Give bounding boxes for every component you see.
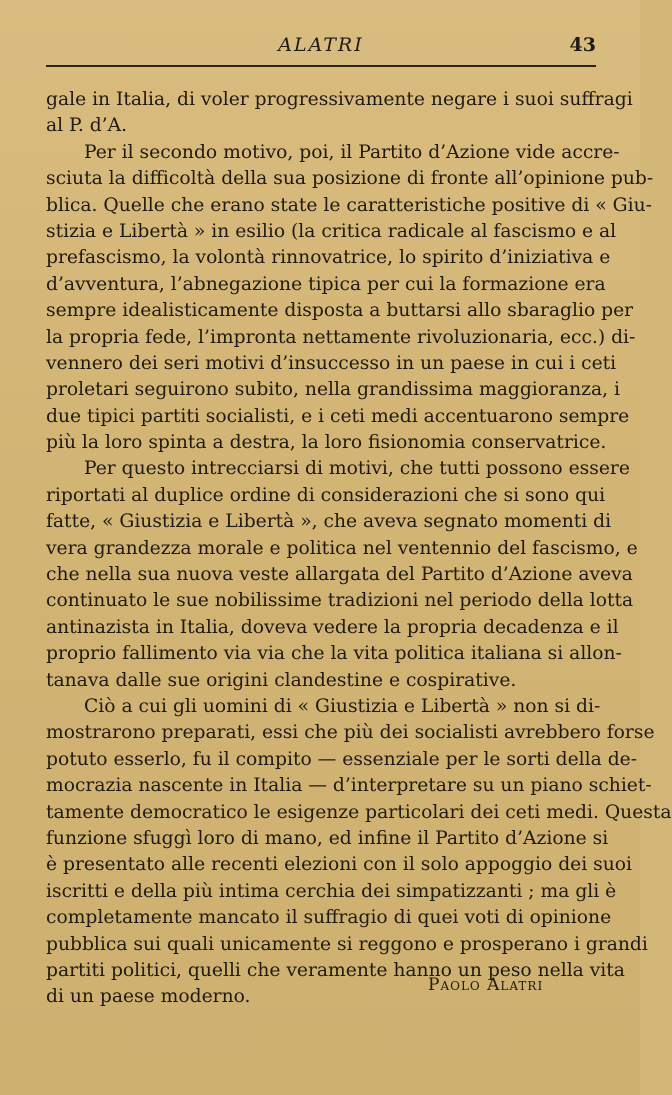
text-line: di un paese moderno. xyxy=(46,986,251,1008)
text-line: la propria fede, l’impronta nettamente rivoluzionaria, ecc.) di- xyxy=(46,326,636,348)
text-line: continuato le sue nobilissime tradizioni nel periodo della lotta xyxy=(46,590,634,612)
header-rule xyxy=(46,65,596,67)
text-line: potuto esserlo, fu il compito — essenziale per le sorti della de- xyxy=(46,748,638,770)
text-line: Ciò a cui gli uomini di « Giustizia e Libertà » non si di- xyxy=(84,695,601,717)
text-line: tamente democratico le esigenze particolari dei ceti medi. Questa xyxy=(46,801,672,823)
text-line: proprio fallimento via via che la vita politica italiana si allon- xyxy=(46,643,622,665)
text-line: d’avventura, l’abnegazione tipica per cui la formazione era xyxy=(46,273,606,295)
running-title: ALATRI xyxy=(278,34,364,56)
text-line: al P. d’A. xyxy=(46,115,128,137)
text-line: è presentato alle recenti elezioni con il solo appoggio dei suoi xyxy=(46,854,632,876)
text-line: che nella sua nuova veste allargata del Partito d’Azione aveva xyxy=(46,564,633,586)
text-line: tanava dalle sue origini clandestine e cospirative. xyxy=(46,669,517,691)
page-number: 43 xyxy=(569,34,596,56)
text-line: vera grandezza morale e politica nel ventennio del fascismo, e xyxy=(46,537,638,559)
text-line: sciuta la difficoltà della sua posizione di fronte all’opinione pub- xyxy=(46,168,654,190)
text-line: Per questo intrecciarsi di motivi, che tutti possono essere xyxy=(84,458,630,480)
text-line: mocrazia nascente in Italia — d’interpretare su un piano schiet- xyxy=(46,775,652,797)
text-line: completamente mancato il suffragio di quei voti di opinione xyxy=(46,907,612,929)
text-line: gale in Italia, di voler progressivamente negare i suoi suffragi xyxy=(46,89,633,110)
text-line: Per il secondo motivo, poi, il Partito d’Azione vide accre- xyxy=(84,141,620,163)
text-line: blica. Quelle che erano state le caratteristiche positive di « Giu- xyxy=(46,194,652,216)
body-text xyxy=(46,87,672,1011)
author-signature: Paolo Alatri xyxy=(428,975,544,995)
page-header xyxy=(46,34,596,64)
text-line: iscritti e della più intima cerchia dei simpatizzanti ; ma gli è xyxy=(46,880,617,902)
text-line: due tipici partiti socialisti, e i ceti medi accentuarono sempre xyxy=(46,405,630,427)
text-line: riportati al duplice ordine di considerazioni che si sono qui xyxy=(46,484,606,506)
text-line: proletari seguirono subito, nella grandissima maggioranza, i xyxy=(46,379,620,401)
text-line: partiti politici, quelli che veramente hanno un peso nella vita xyxy=(46,959,625,981)
text-line: antinazista in Italia, doveva vedere la propria decadenza e il xyxy=(46,616,619,638)
text-line: sempre idealisticamente disposta a buttarsi allo sbaraglio per xyxy=(46,300,634,322)
text-line: vennero dei seri motivi d’insuccesso in un paese in cui i ceti xyxy=(46,352,617,374)
text-line: più la loro spinta a destra, la loro fisionomia conservatrice. xyxy=(46,432,607,454)
text-line: funzione sfuggì loro di mano, ed infine il Partito d’Azione si xyxy=(46,827,609,849)
text-line: pubblica sui quali unicamente si reggono e prosperano i grandi xyxy=(46,933,648,955)
text-line: fatte, « Giustizia e Libertà », che aveva segnato momenti di xyxy=(46,511,612,533)
text-line: mostrarono preparati, essi che più dei socialisti avrebbero forse xyxy=(46,722,655,744)
text-line: prefascismo, la volontà rinnovatrice, lo spirito d’iniziativa e xyxy=(46,247,611,269)
text-line: stizia e Libertà » in esilio (la critica radicale al fascismo e al xyxy=(46,220,617,242)
